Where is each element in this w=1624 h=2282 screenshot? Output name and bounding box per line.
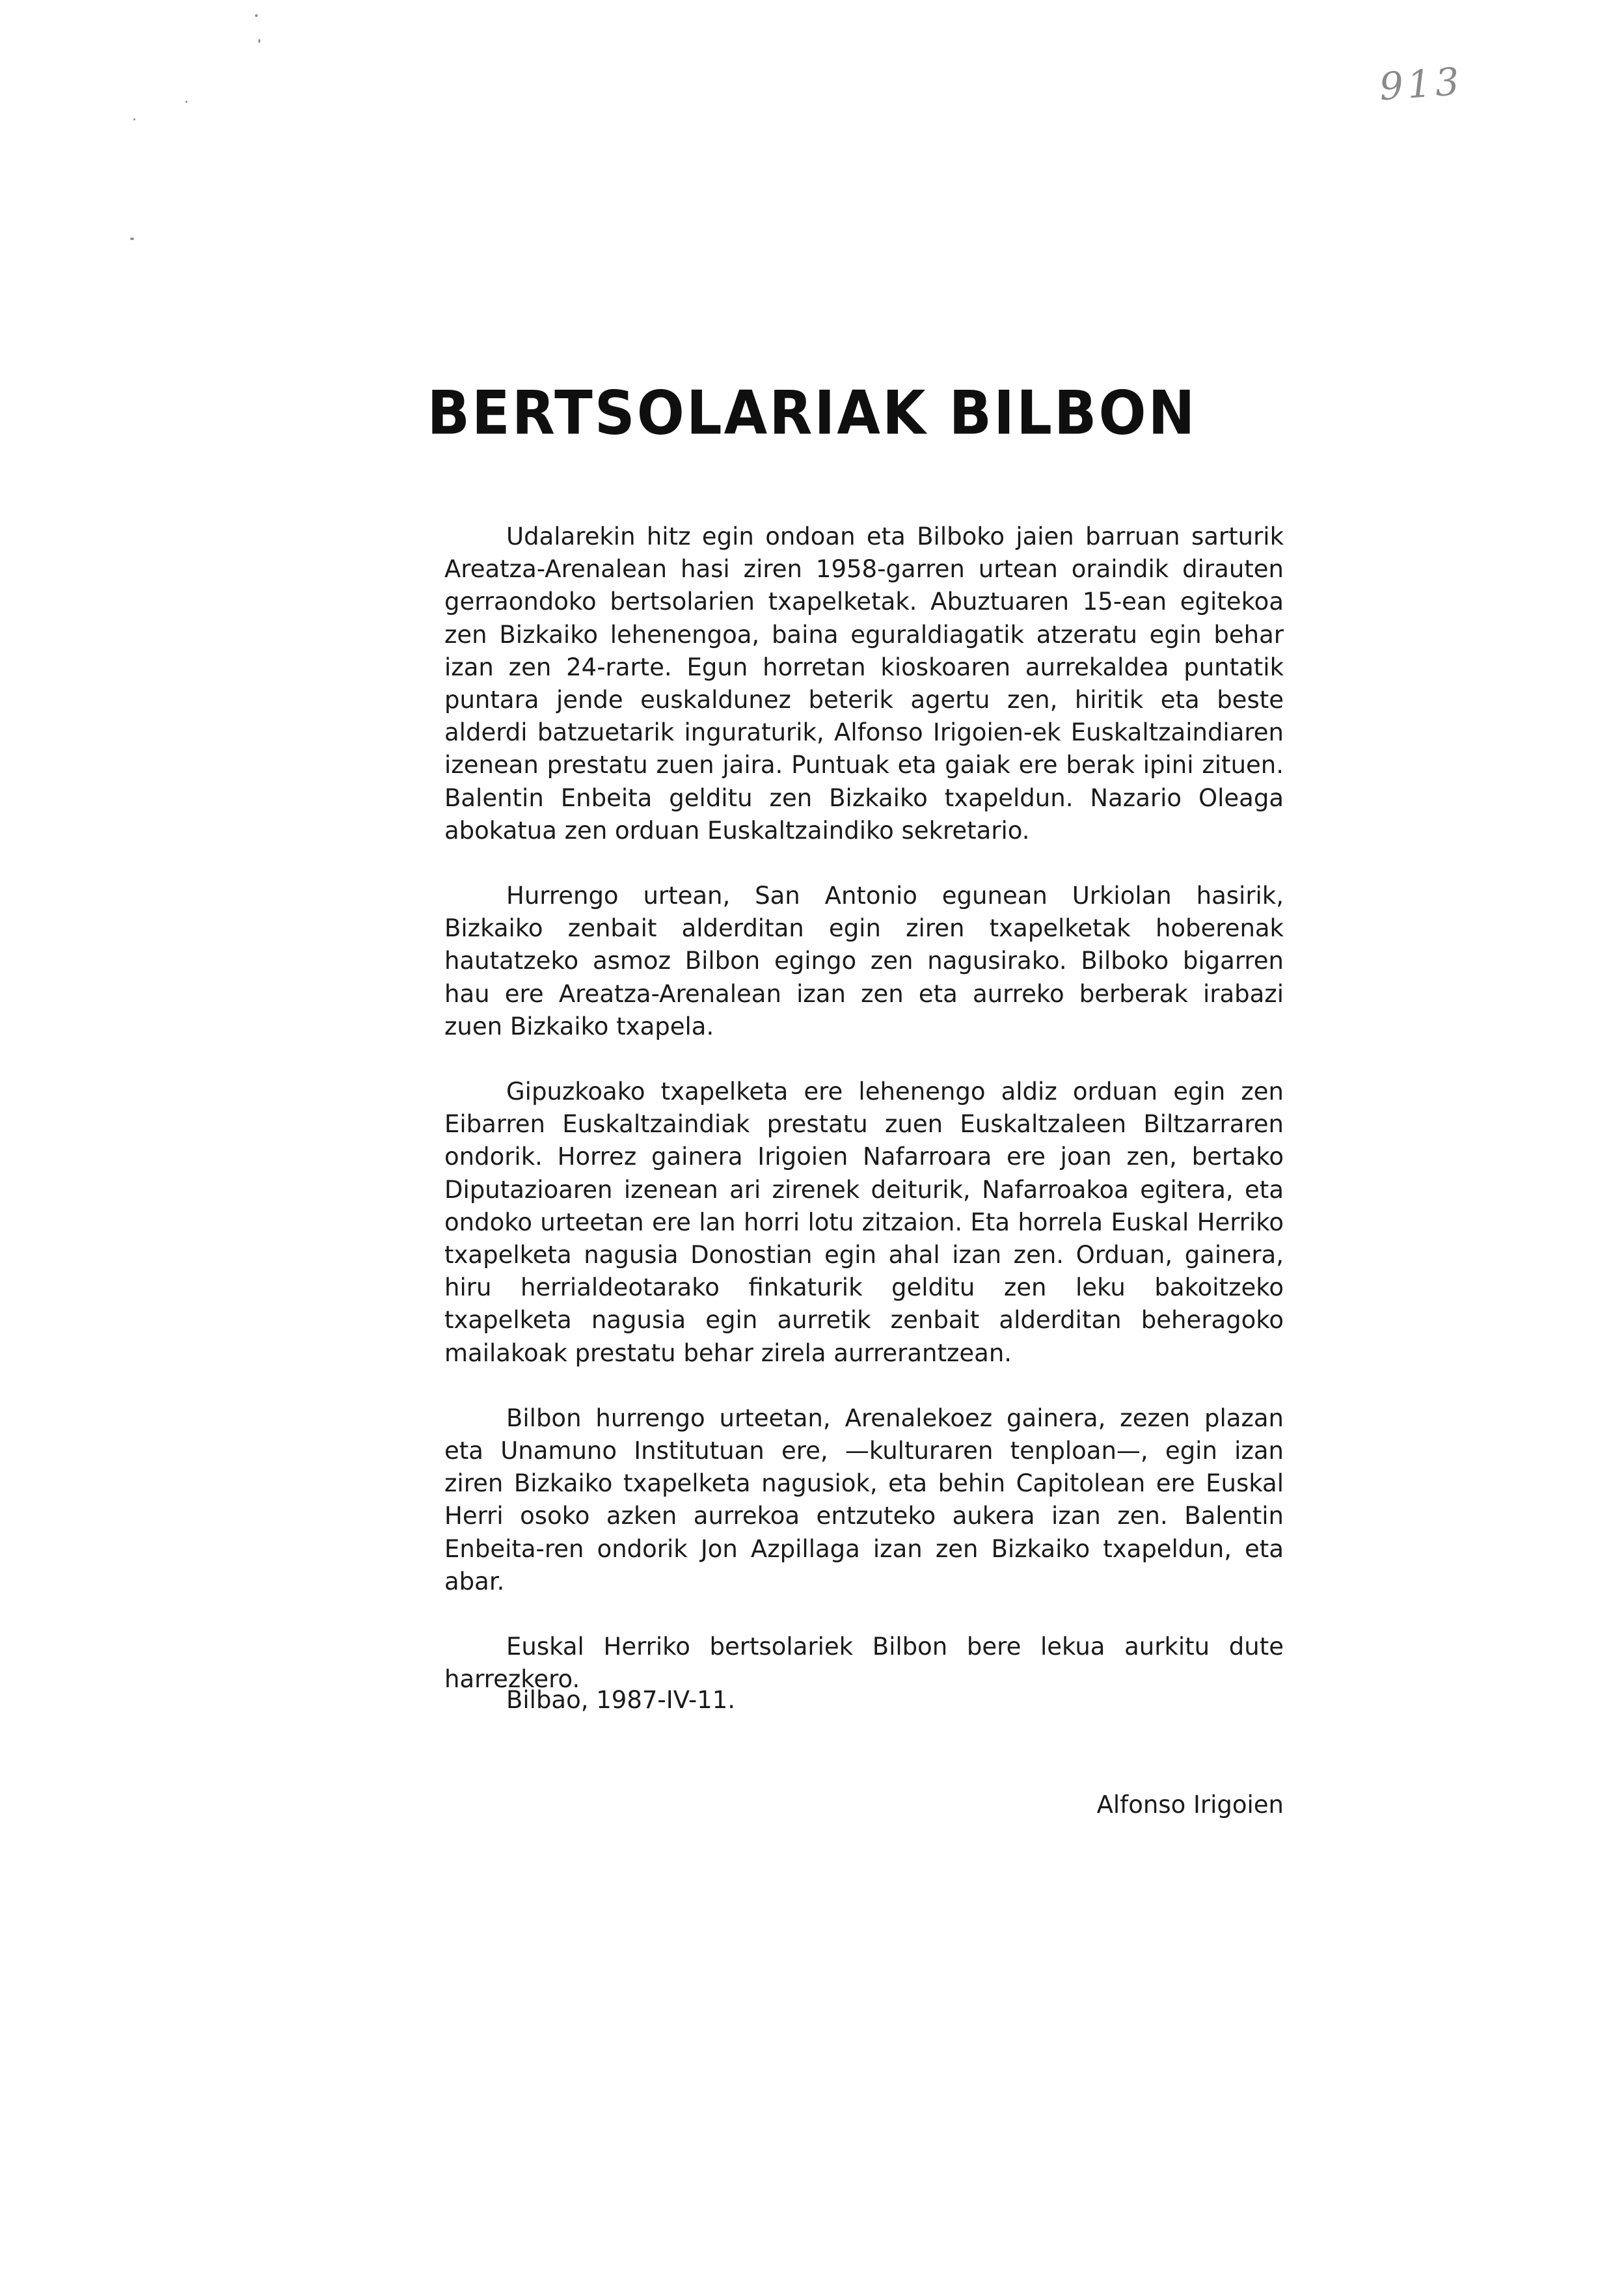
paragraph: Gipuzkoako txapelketa ere lehenengo aldiz orduan egin zen Eibarren Euskaltzaindiak prestatu zuen Euskaltzaleen Biltzarraren ondorik. Horrez gainera Irigoien Nafarroara ere joan zen, bertako Diputazioaren izenean ari zirenek deiturik, Nafarroakoa egitera, eta ondoko urteetan ere lan horri lotu zitzaion. Eta horrela Euskal Herriko txapelketa nagusia Donostian egin ahal izan zen. Orduan, gainera, hiru herrialdeotarako finkaturik gelditu zen leku bakoitzeko txapelketa nagusia egin aurretik zenbait alderditan beheragoko mailakoak prestatu behar zirela aurrerantzean. bbox=[444, 1078, 1284, 1367]
page-number: 913 bbox=[1377, 59, 1465, 109]
scan-speck bbox=[185, 101, 187, 103]
paragraph: Hurrengo urtean, San Antonio egunean Urkiolan hasirik, Bizkaiko zenbait alderditan egin ziren txapelketak hoberenak hautatzeko asmoz Bilbon egingo zen nagusirako. Bilboko bigarren hau ere Areatza-Arenalean izan zen eta aurreko berberak irabazi zuen Bizkaiko txapela. bbox=[444, 882, 1284, 1040]
article-body bbox=[444, 521, 1284, 1729]
place-date: Bilbao, 1987-IV-11. bbox=[506, 1686, 736, 1714]
paragraph: Euskal Herriko bertsolariek Bilbon bere lekua aurkitu dute harrezkero. bbox=[444, 1633, 1284, 1694]
paragraph: Udalarekin hitz egin ondoan eta Bilboko jaien barruan sarturik Areatza-Arenalean hasi ziren 1958-garren urtean oraindik dirauten gerraondoko bertsolarien txapelketak. Abuztuaren 15-ean egitekoa zen Bizkaiko lehenengoa, baina eguraldiagatik atzeratu egin behar izan zen 24-rarte. Egun horretan kioskoaren aurrekaldea puntatik puntara jende euskaldunez beterik agertu zen, hiritik eta beste alderdi batzuetarik inguraturik, Alfonso Irigoien-ek Euskaltzaindiaren izenean prestatu zuen jaira. Puntuak eta gaiak ere berak ipini zituen. Balentin Enbeita gelditu zen Bizkaiko txapeldun. Nazario Oleaga abokatua zen orduan Euskaltzaindiko sekretario. bbox=[444, 523, 1284, 845]
scan-speck bbox=[258, 39, 260, 43]
scan-speck bbox=[133, 118, 135, 120]
scan-speck bbox=[130, 238, 134, 240]
document-title: BERTSOLARIAK BILBON bbox=[427, 378, 1197, 448]
scan-speck bbox=[255, 14, 258, 17]
author-signature: Alfonso Irigoien bbox=[1096, 1791, 1284, 1819]
paragraph: Bilbon hurrengo urteetan, Arenalekoez gainera, zezen plazan eta Unamuno Institutuan ere, —kulturaren tenploan—, egin izan ziren Bizkaiko txapelketa nagusiok, eta behin Capitolean ere Euskal Herri osoko azken aurrekoa entzuteko aukera izan zen. Balentin Enbeita-ren ondorik Jon Azpillaga izan zen Bizkaiko txapeldun, eta abar. bbox=[444, 1404, 1284, 1596]
